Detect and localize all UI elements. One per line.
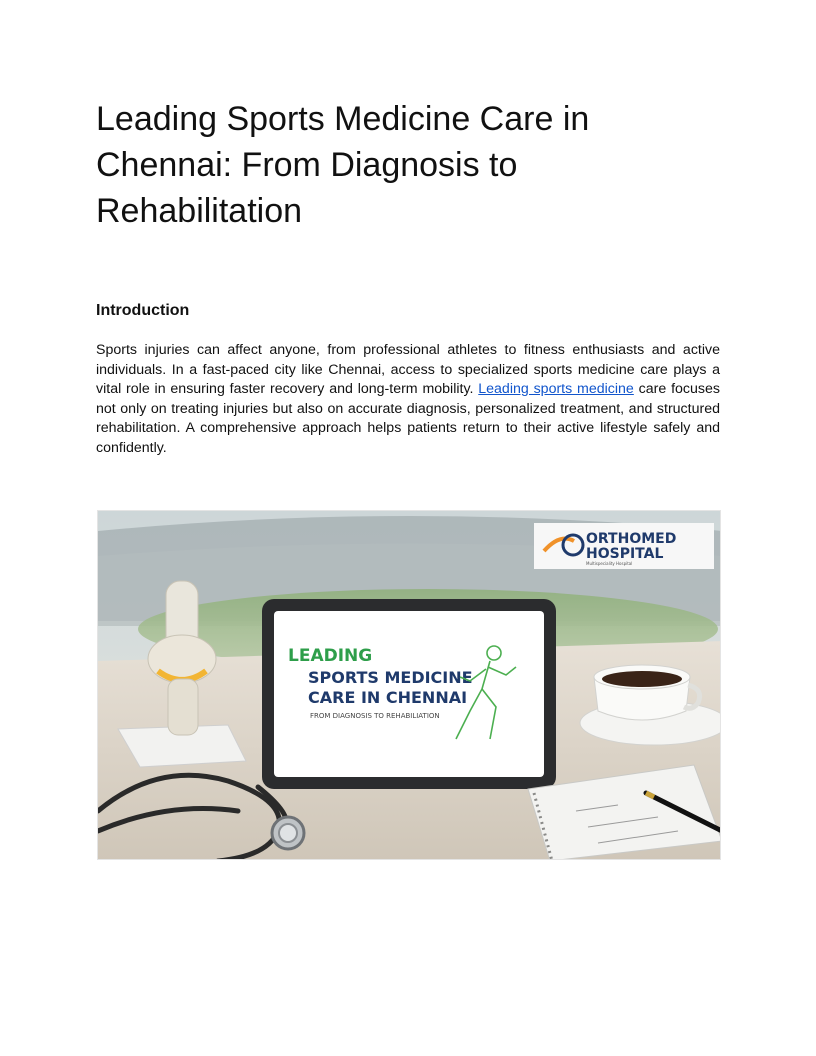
tablet-line-2: SPORTS MEDICINE [308, 668, 473, 687]
logo-line-2: HOSPITAL [586, 546, 664, 562]
section-heading-introduction: Introduction [96, 302, 190, 319]
tablet-line-4: FROM DIAGNOSIS TO REHABILIATION [310, 712, 440, 720]
page-title: Leading Sports Medicine Care in Chennai: From Diagnosis to Rehabilitation [96, 100, 590, 230]
logo-line-1: ORTHOMED [586, 531, 677, 547]
paragraph-text-after-link: care focuses not only on treating injuries but also on accurate diagnosis, personalized treatment, and structured rehabilitation. A comprehensive approach helps patients return to their active lifestyle safely and confidently. [96, 381, 720, 456]
tablet-line-1: LEADING [288, 646, 373, 666]
paragraph-text-before-link: Sports injuries can affect anyone, from professional athletes to fitness enthusiasts and active individuals. In a fast-paced city like Chennai, access to specialized sports medicine care plays a vital role in ensuring faster recovery and long-term mobility. [96, 342, 720, 397]
intro-paragraph [96, 341, 720, 458]
tablet-image [262, 599, 556, 789]
hero-image [97, 510, 721, 860]
logo-tagline: Multispeciality Hospital [586, 561, 633, 566]
tablet-line-3: CARE IN CHENNAI [308, 688, 468, 707]
sports-medicine-link[interactable]: Leading sports medicine [478, 381, 634, 397]
orthomed-logo [534, 523, 714, 569]
